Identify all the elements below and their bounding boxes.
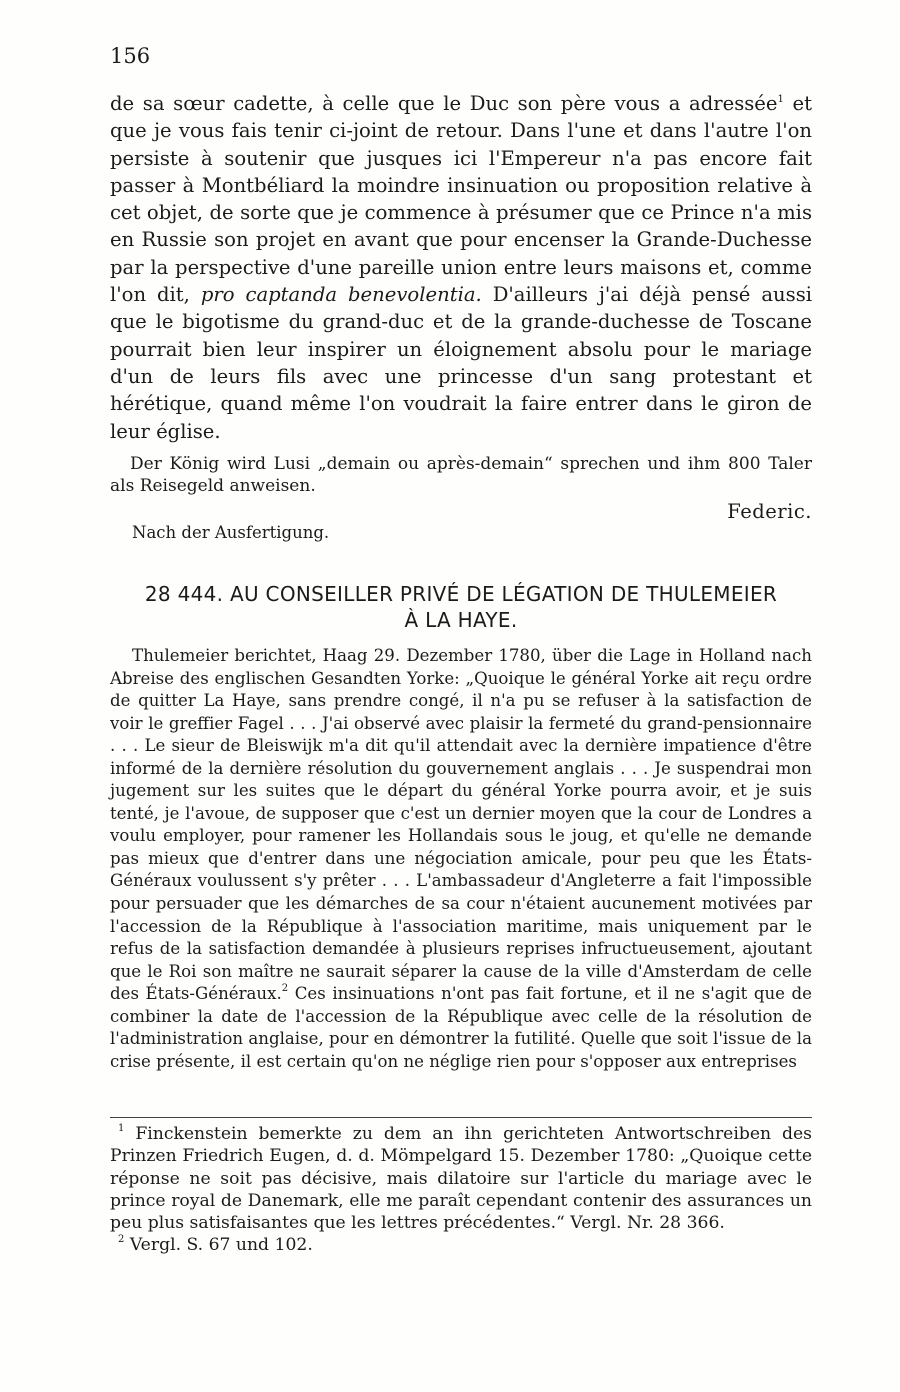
summary-paragraph — [110, 645, 812, 1073]
footnote-divider — [110, 1117, 812, 1118]
letter-paragraph — [110, 90, 812, 445]
footnote-2-marker: 2 — [118, 1234, 125, 1246]
summary-text-part2: Ces insinuations n'ont pas fait fortune, et il ne s'agit que de combiner la date de l'accession de la République avec celle de la résolution de l'administration anglaise, pour en démontrer la futilité. Quelle que soit l'issue de la crise présente, il est certain qu'on ne néglige rien pour s'opposer aux entreprises — [110, 984, 812, 1071]
footnote-1 — [110, 1123, 812, 1234]
letter-body — [110, 90, 812, 445]
letter-text-part3: D'ailleurs j'ai déjà pensé aussi que le bigotisme du grand-duc et de la grande-duchesse de Toscane pourrait bien leur inspirer un éloignement absolu pour le mariage d'un de leurs fils avec une princesse d'un sang protestant et hérétique, quand même l'on voudrait la faire entrer dans le giron de leur église. — [110, 283, 813, 443]
footnote-ref-2: 2 — [281, 983, 289, 995]
footnote-1-text: Finckenstein bemerkte zu dem an ihn gerichteten Antwortschreiben des Prinzen Friedrich Eugen, d. d. Mömpelgard 15. Dezember 1780: „Quoique cette réponse ne soit pas décisive, mais dilatoire sur l'article du mariage avec le prince royal de Danemark, elle me paraît cependant contenir des assurances un peu plus satisfaisantes que les lettres précédentes.“ Vergl. Nr. 28 366. — [110, 1124, 812, 1234]
summary-block — [110, 645, 812, 1073]
signature: Federic. — [727, 500, 812, 523]
heading-line-1: 28 444. AU CONSEILLER PRIVÉ DE LÉGATION DE THULEMEIER — [144, 582, 778, 606]
summary-text-part1: Thulemeier berichtet, Haag 29. Dezember 1780, über die Lage in Holland nach Abreise des englischen Gesandten Yorke: „Quoique le général Yorke ait reçu ordre de quitter La Haye, sans prendre congé, il n'a pu se refuser à la satisfaction de voir le greffier Fagel . . . J'ai observé avec plaisir la fermeté du grand-pensionnaire . . . Le sieur de Bleiswijk m'a dit qu'il attendait avec la dernière impatience d'être informé de la dernière résolution du gouvernement anglais . . . Je suspendrai mon jugement sur les suites que le départ du général Yorke pourra avoir, et je suis tenté, je l'avoue, de supposer que c'est un dernier moyen que la cour de Londres a voulu employer, pour ramener les Hollandais sous le joug, et qu'elle ne demande pas mieux que d'entrer dans une négociation amicale, pour peu que les États-Généraux voulussent s'y prêter . . . L'ambassadeur d'Angleterre a fait l'impossible pour persuader que les démarches de sa cour n'étaient aucunement motivées par l'accession de la République à l'association maritime, mais uniquement par le refus de la satisfaction demandée à plusieurs reprises infructueusement, ajoutant que le Roi son maître ne saurait séparer la cause de la ville d'Amsterdam de celle des États-Généraux. — [110, 646, 812, 1004]
footnote-ref-1: 1 — [777, 94, 784, 105]
editorial-note — [110, 453, 812, 497]
latin-phrase: pro captanda benevolentia. — [200, 283, 482, 307]
page-number: 156 — [110, 44, 151, 68]
letter-text-part1: de sa sœur cadette, à celle que le Duc son père vous a adressée — [110, 92, 778, 115]
letter-text-part2: et que je vous fais tenir ci-joint de retour. Dans l'une et dans l'autre l'on persiste à soutenir que jusques ici l'Empereur n'a pas encore fait passer à Montbéliard la moindre insinuation ou proposition relative à cet objet, de sorte que je commence à présumer que ce Prince n'a mis en Russie son projet en avant que pour encenser la Grande-Duchesse par la perspective d'une pareille union entre leurs maisons et, comme l'on dit, — [110, 92, 812, 307]
footnote-2-text: Vergl. S. 67 und 102. — [129, 1235, 313, 1256]
editorial-note-text: Der König wird Lusi „demain ou après-demain“ sprechen und ihm 800 Taler als Reisegeld anweisen. — [110, 454, 812, 496]
document-heading — [110, 581, 812, 633]
footnote-1-marker: 1 — [118, 1123, 125, 1134]
source-note: Nach der Ausfertigung. — [132, 523, 330, 542]
footnote-2 — [110, 1234, 812, 1256]
heading-line-2: À LA HAYE. — [404, 608, 518, 632]
footnotes — [110, 1123, 812, 1257]
